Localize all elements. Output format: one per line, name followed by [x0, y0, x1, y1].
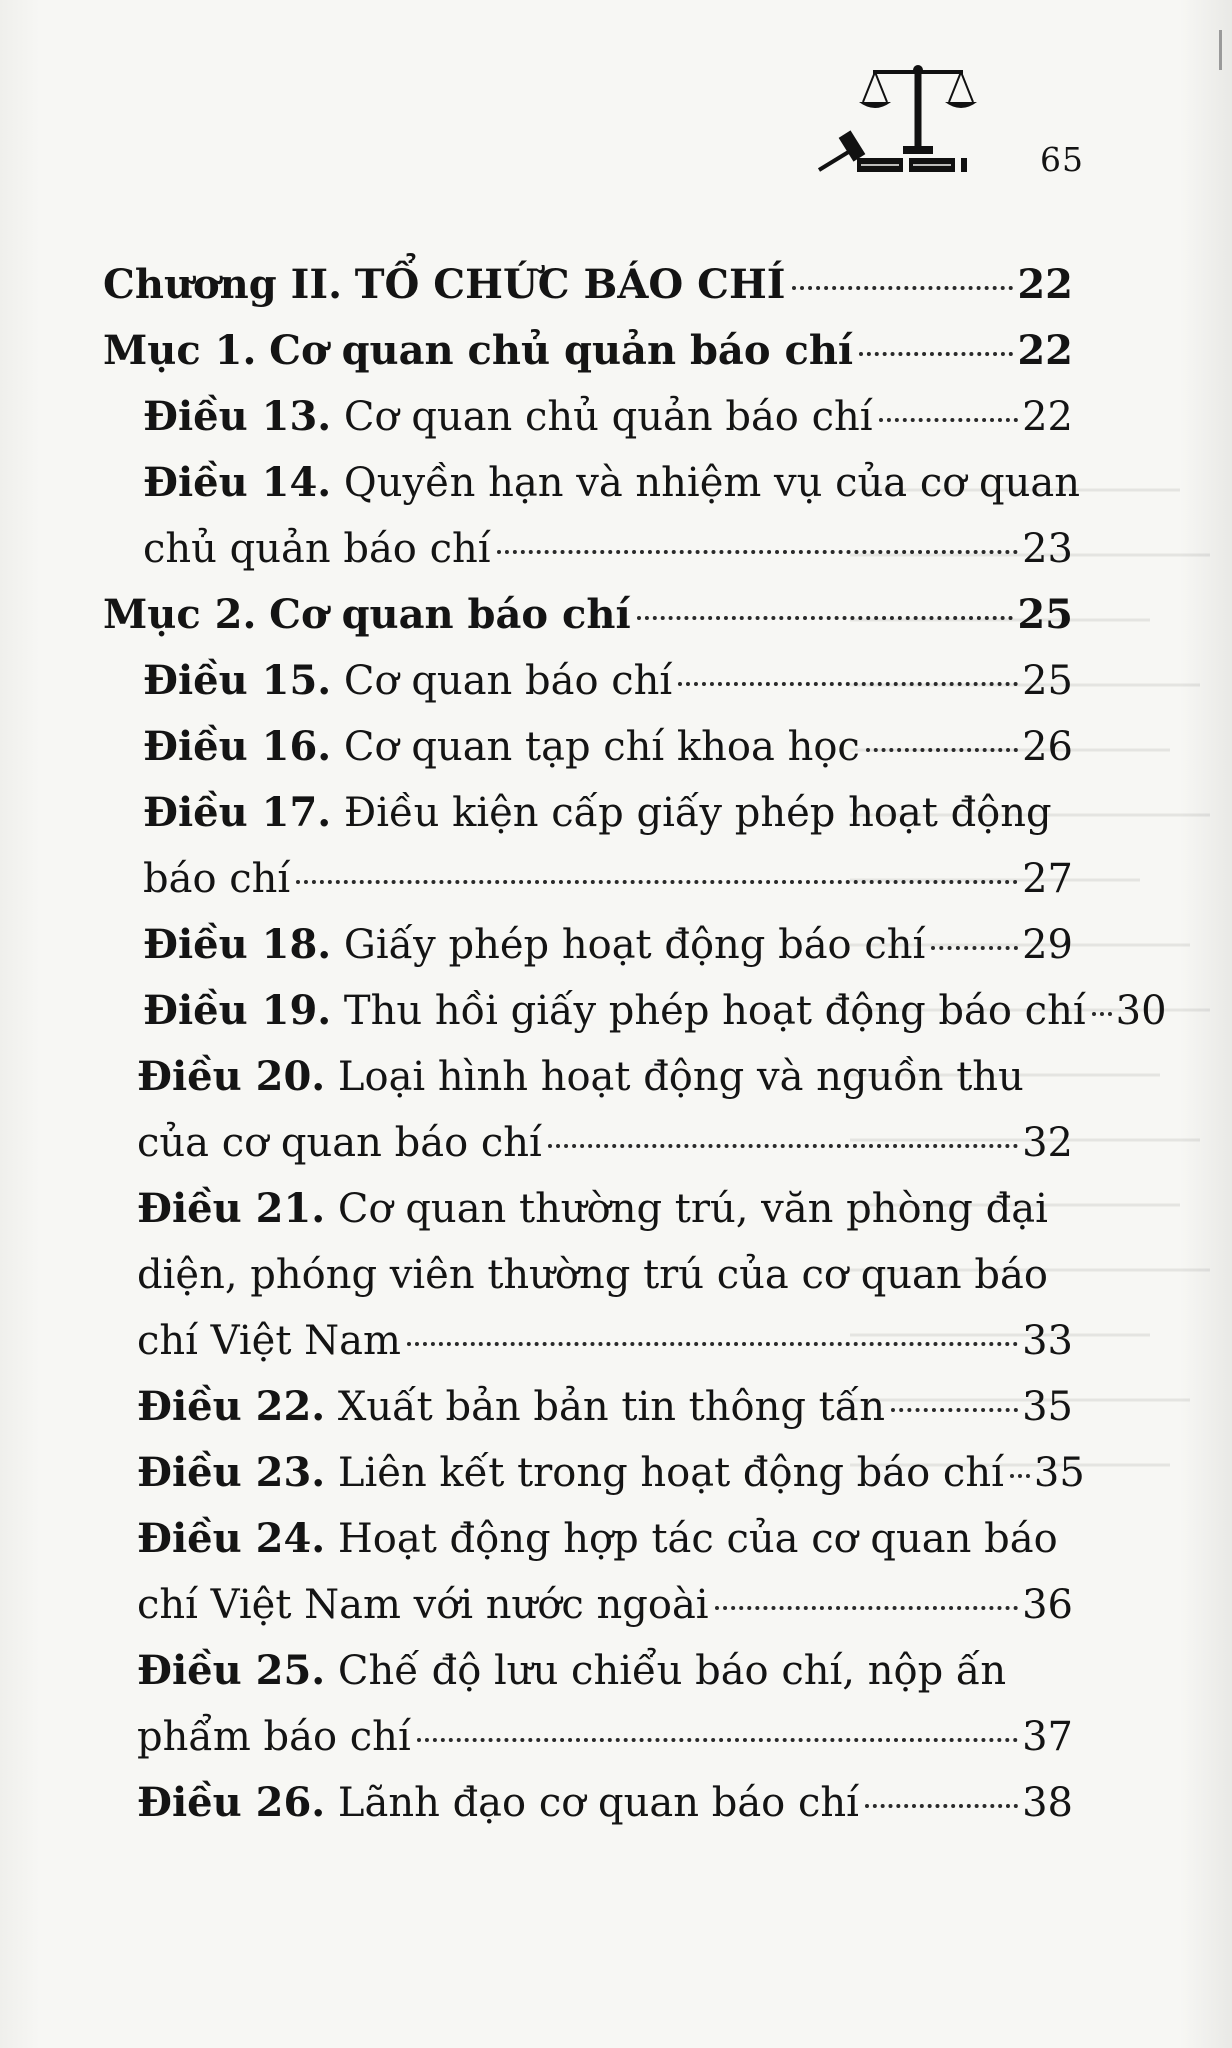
chapter-title: TỔ CHỨC BÁO CHÍ: [354, 261, 786, 308]
article-title: Điều kiện cấp giấy phép hoạt động: [343, 790, 1052, 836]
page-ref: 35: [1033, 1450, 1085, 1496]
section-title: Cơ quan báo chí: [269, 591, 631, 638]
article-label: Điều 13.: [143, 393, 332, 440]
article-title-continuation: của cơ quan báo chí: [137, 1120, 542, 1166]
page-ref: 32: [1022, 1120, 1073, 1166]
dot-leader: [859, 352, 1013, 356]
article-label: Điều 17.: [143, 789, 332, 836]
article-label: Điều 15.: [143, 657, 332, 704]
article-label: Điều 26.: [137, 1779, 326, 1826]
toc-article-entry[interactable]: [143, 714, 1073, 780]
dot-leader: [548, 1144, 1018, 1148]
toc-chapter-entry[interactable]: [103, 252, 1073, 318]
toc-article-entry[interactable]: [143, 780, 1073, 846]
toc-article-entry[interactable]: [137, 1440, 1085, 1506]
article-label: Điều 21.: [137, 1185, 326, 1232]
article-title: Cơ quan chủ quản báo chí: [343, 394, 873, 440]
article-title: Cơ quan báo chí: [343, 658, 673, 704]
page-ref: 25: [1017, 591, 1073, 638]
article-title-continuation: báo chí: [143, 856, 291, 902]
chapter-label: Chương II.: [103, 261, 343, 308]
toc-article-entry[interactable]: [143, 912, 1073, 978]
toc-article-entry[interactable]: [137, 1770, 1073, 1836]
toc-article-entry[interactable]: [143, 978, 1167, 1044]
article-title: Cơ quan thường trú, văn phòng đại: [337, 1186, 1048, 1232]
toc-section-entry[interactable]: [103, 318, 1073, 384]
dot-leader: [678, 682, 1018, 686]
page-ref: 38: [1022, 1780, 1073, 1826]
dot-leader: [931, 946, 1018, 950]
dot-leader: [296, 880, 1018, 884]
article-title-continuation: diện, phóng viên thường trú của cơ quan báo: [137, 1252, 1048, 1298]
article-title-continuation: chí Việt Nam với nước ngoài: [137, 1582, 709, 1628]
dot-leader: [637, 616, 1014, 620]
page-number: 65: [1040, 140, 1084, 179]
section-label: Mục 1.: [103, 327, 257, 374]
toc-article-entry[interactable]: [137, 1506, 1073, 1572]
toc-article-continuation[interactable]: [143, 846, 1073, 912]
toc-article-entry[interactable]: [137, 1374, 1073, 1440]
page-ref: 26: [1022, 724, 1073, 770]
dot-leader: [1010, 1474, 1030, 1478]
toc-section-entry[interactable]: [103, 582, 1073, 648]
toc-article-continuation[interactable]: [137, 1110, 1073, 1176]
dot-leader: [866, 748, 1018, 752]
article-title: Thu hồi giấy phép hoạt động báo chí: [343, 988, 1086, 1034]
dot-leader: [715, 1606, 1018, 1610]
toc-article-entry[interactable]: [143, 384, 1073, 450]
article-title: Chế độ lưu chiểu báo chí, nộp ấn: [337, 1648, 1007, 1694]
article-label: Điều 19.: [143, 987, 332, 1034]
page-ref: 22: [1022, 394, 1073, 440]
article-title: Xuất bản bản tin thông tấn: [337, 1384, 886, 1430]
dot-leader: [891, 1408, 1018, 1412]
page-edge-mark: [1219, 30, 1222, 70]
page-ref: 29: [1022, 922, 1073, 968]
dot-leader: [865, 1804, 1018, 1808]
dot-leader: [407, 1342, 1018, 1346]
toc-article-entry[interactable]: [137, 1044, 1073, 1110]
page-ref: 30: [1115, 988, 1167, 1034]
article-title: Loại hình hoạt động và nguồn thu: [337, 1054, 1024, 1100]
article-title-continuation: chủ quản báo chí: [143, 526, 491, 572]
article-label: Điều 25.: [137, 1647, 326, 1694]
toc-article-continuation[interactable]: [137, 1704, 1073, 1770]
section-title: Cơ quan chủ quản báo chí: [269, 327, 854, 374]
article-label: Điều 16.: [143, 723, 332, 770]
article-title: Giấy phép hoạt động báo chí: [343, 922, 926, 968]
article-label: Điều 22.: [137, 1383, 326, 1430]
dot-leader: [417, 1738, 1018, 1742]
toc-article-continuation[interactable]: [137, 1308, 1073, 1374]
page-ref: 22: [1017, 261, 1073, 308]
section-label: Mục 2.: [103, 591, 257, 638]
article-title: Lãnh đạo cơ quan báo chí: [337, 1780, 859, 1826]
toc-article-entry[interactable]: [143, 648, 1073, 714]
page-ref: 35: [1022, 1384, 1073, 1430]
dot-leader: [792, 286, 1014, 290]
article-label: Điều 24.: [137, 1515, 326, 1562]
page-ref: 33: [1022, 1318, 1073, 1364]
page-ref: 37: [1022, 1714, 1073, 1760]
article-title: Liên kết trong hoạt động báo chí: [337, 1450, 1004, 1496]
page-ref: 27: [1022, 856, 1073, 902]
article-title: Quyền hạn và nhiệm vụ của cơ quan: [343, 460, 1081, 506]
article-title: Cơ quan tạp chí khoa học: [343, 724, 860, 770]
toc-article-continuation[interactable]: [143, 516, 1073, 582]
article-label: Điều 20.: [137, 1053, 326, 1100]
page-ref: 22: [1017, 327, 1073, 374]
dot-leader: [497, 550, 1019, 554]
scales-and-gavel-icon: [815, 62, 997, 180]
toc-article-continuation[interactable]: [137, 1572, 1073, 1638]
page-ref: 23: [1022, 526, 1073, 572]
article-title: Hoạt động hợp tác của cơ quan báo: [337, 1516, 1058, 1562]
dot-leader: [879, 418, 1019, 422]
toc-article-continuation[interactable]: [137, 1242, 1073, 1308]
article-label: Điều 18.: [143, 921, 332, 968]
article-title-continuation: phẩm báo chí: [137, 1714, 411, 1760]
article-title-continuation: chí Việt Nam: [137, 1318, 401, 1364]
article-label: Điều 14.: [143, 459, 332, 506]
article-label: Điều 23.: [137, 1449, 326, 1496]
toc-article-entry[interactable]: [143, 450, 1081, 516]
dot-leader: [1092, 1012, 1112, 1016]
page-ref: 36: [1022, 1582, 1073, 1628]
toc-article-entry[interactable]: [137, 1176, 1073, 1242]
page-ref: 25: [1022, 658, 1073, 704]
toc-article-entry[interactable]: [137, 1638, 1073, 1704]
